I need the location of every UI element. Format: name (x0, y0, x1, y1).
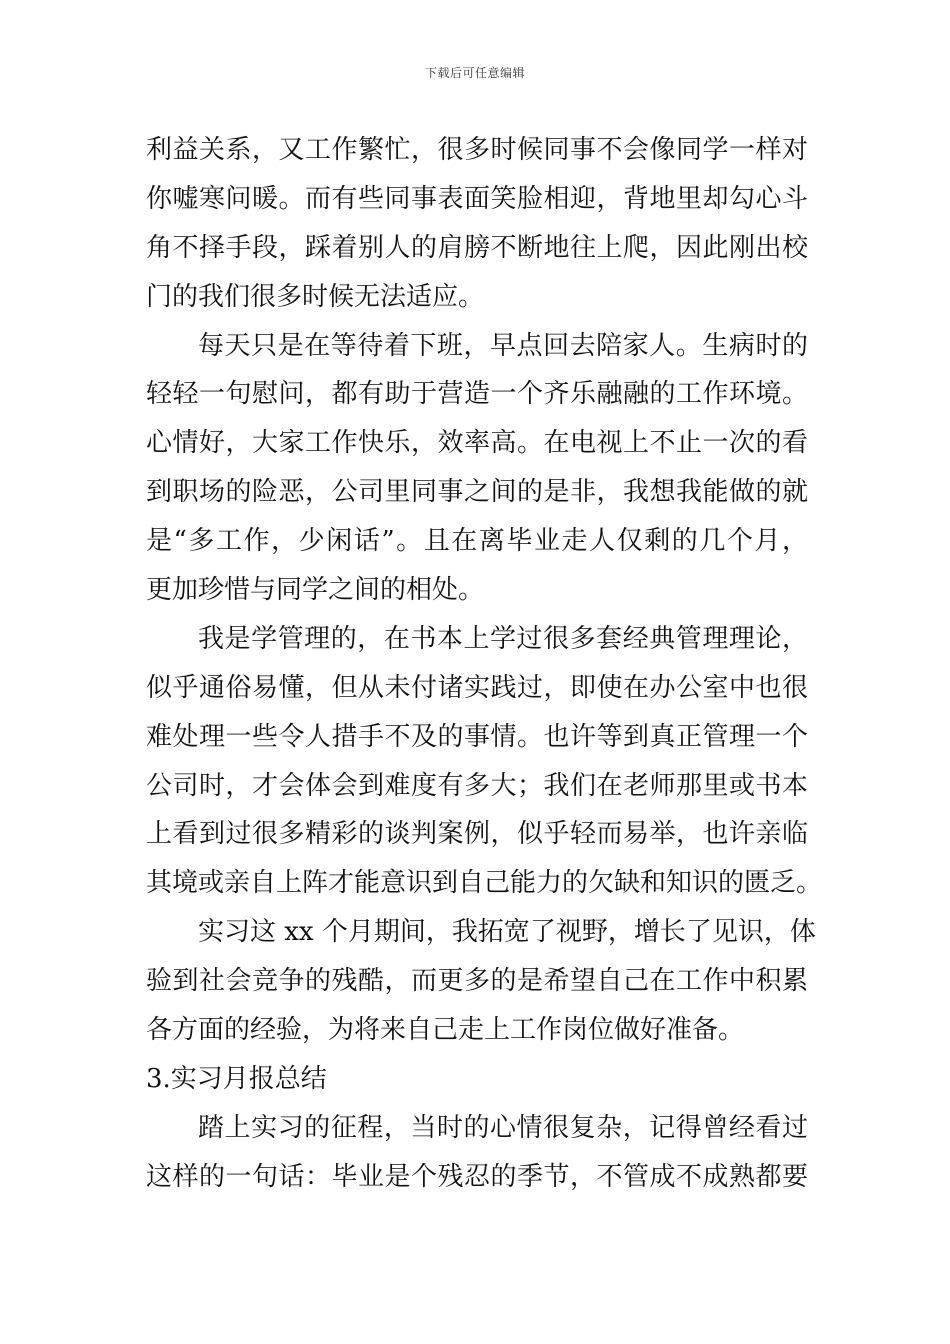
text-line: 实习这 xx 个月期间，我拓宽了视野，增长了见识，体 (198, 917, 816, 948)
text-line: 每天只是在等待着下班，早点回去陪家人。生病时的 (198, 330, 808, 361)
text-line: 难处理一些令人措手不及的事情。也许等到真正管理一个 (146, 721, 808, 752)
text-line: 我是学管理的，在书本上学过很多套经典管理理论， (198, 623, 808, 654)
text-line: 门的我们很多时候无法适应。 (146, 281, 485, 312)
page-header: 下载后可任意编辑 (424, 66, 525, 80)
text-line: 利益关系，又工作繁忙，很多时候同事不会像同学一样对 (146, 135, 808, 165)
text-line: 轻轻一句慰问，都有助于营造一个齐乐融融的工作环境。 (146, 379, 808, 410)
text-line: 心情好，大家工作快乐，效率高。在电视上不止一次的看 (146, 428, 808, 459)
text-line: 其境或亲自上阵才能意识到自己能力的欠缺和知识的匮乏。 (146, 868, 823, 899)
section-heading: 3.实习月报总结 (146, 1063, 327, 1094)
text-line: 这样的一句话：毕业是个残忍的季节，不管成不成熟都要 (146, 1161, 808, 1192)
text-line: 踏上实习的征程，当时的心情很复杂，记得曾经看过 (198, 1112, 808, 1143)
text-line: 公司时，才会体会到难度有多大；我们在老师那里或书本 (146, 770, 808, 801)
text-line: 似乎通俗易懂，但从未付诸实践过，即使在办公室中也很 (146, 672, 808, 703)
text-line: 是“多工作，少闲话”。且在离毕业走人仅剩的几个月， (146, 526, 808, 557)
document-body (146, 126, 823, 1202)
text-line: 更加珍惜与同学之间的相处。 (146, 575, 485, 606)
text-line: 到职场的险恶，公司里同事之间的是非，我想我能做的就 (146, 477, 808, 508)
text-line: 角不择手段，踩着别人的肩膀不断地往上爬，因此刚出校 (146, 232, 808, 263)
text-line: 上看到过很多精彩的谈判案例，似乎轻而易举，也许亲临 (146, 819, 808, 850)
text-line: 验到社会竞争的残酷，而更多的是希望自己在工作中积累 (146, 966, 808, 997)
text-line: 你嘘寒问暖。而有些同事表面笑脸相迎，背地里却勾心斗 (146, 183, 808, 214)
text-line: 各方面的经验，为将来自己走上工作岗位做好准备。 (146, 1015, 745, 1046)
